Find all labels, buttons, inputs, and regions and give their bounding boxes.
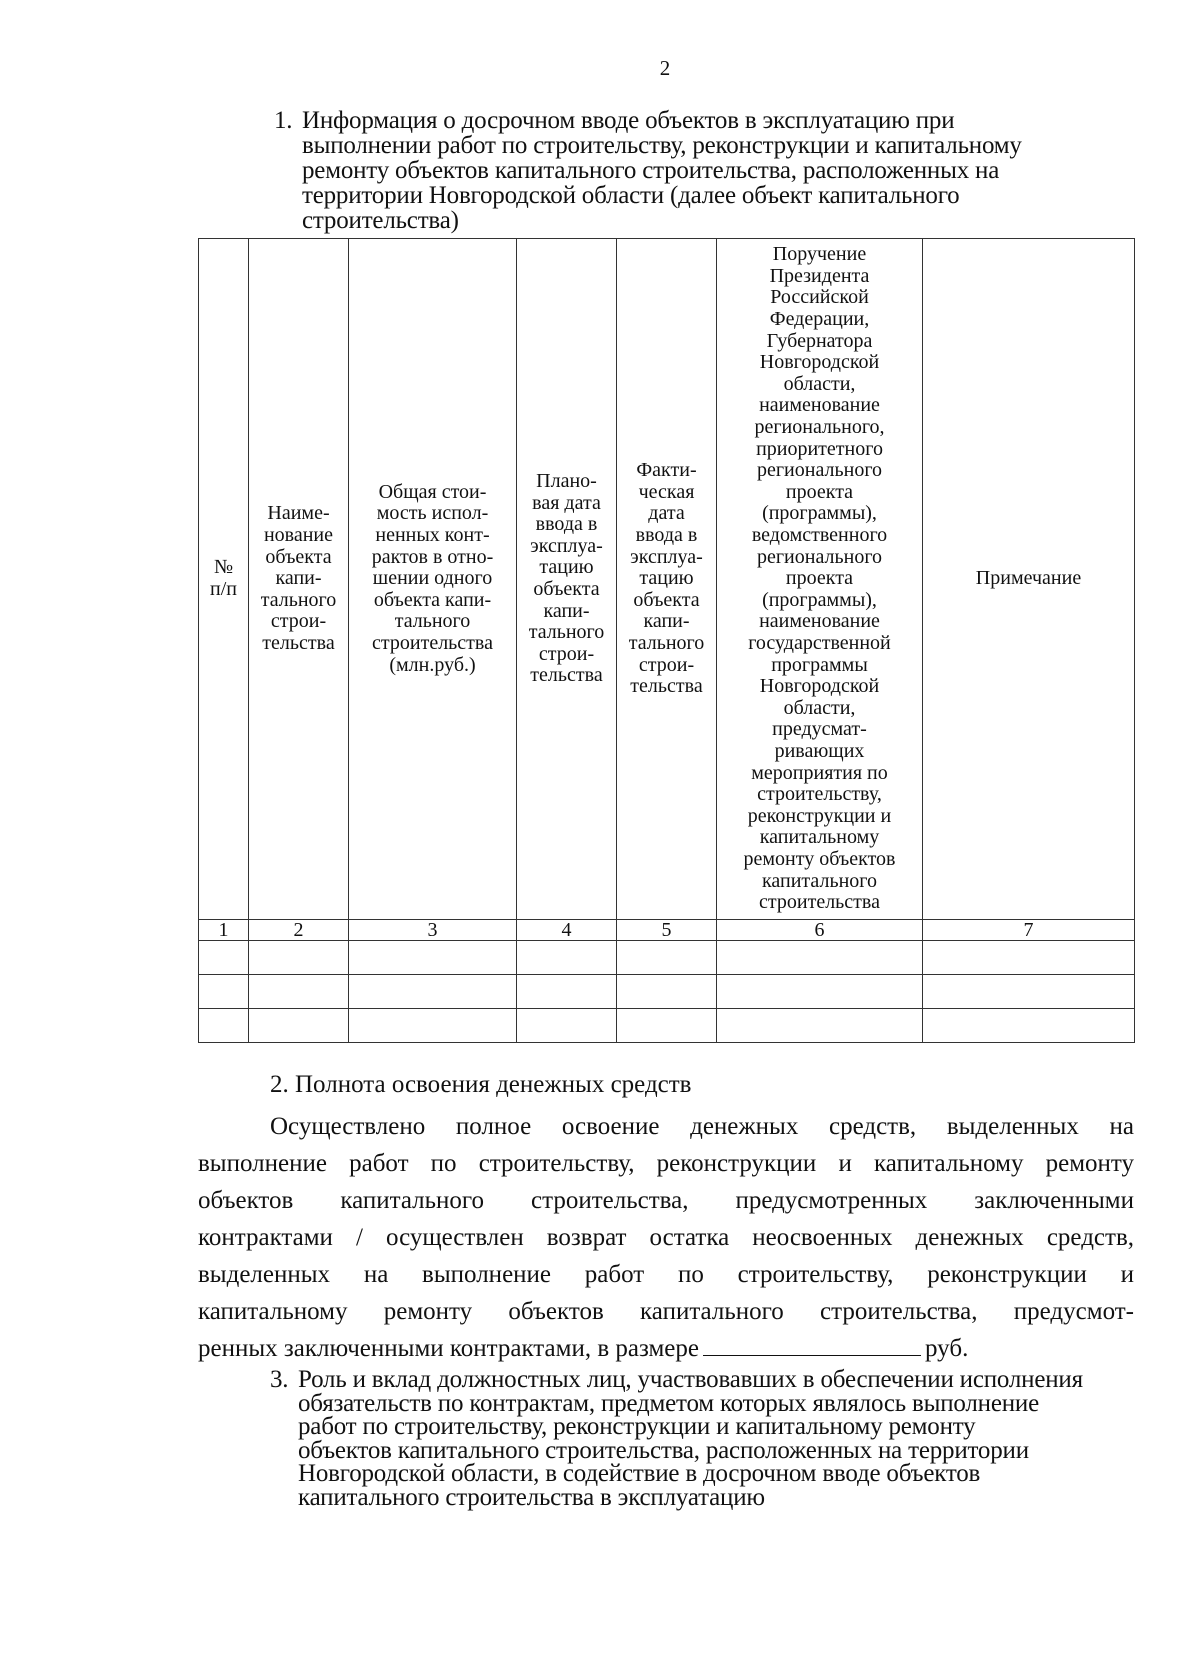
header-line: строи- (270, 610, 327, 633)
paragraph-line: выполнение работ по строительству, реконструкции и капитальному ремонту (198, 1150, 1134, 1177)
header-line: (млн.руб.) (389, 653, 476, 676)
table-cell (617, 941, 717, 975)
column-number: 1 (199, 920, 249, 941)
header-line: Новгородской (759, 351, 880, 374)
header-line: вая дата (532, 491, 601, 514)
section-3-line: Новгородской области, в содействие в досрочном вводе объектов (298, 1460, 981, 1487)
header-line: строи- (538, 642, 595, 665)
header-line: ческая (638, 480, 695, 503)
header-line: государственной (748, 631, 891, 654)
section-3-line: капитального строительства в эксплуатацию (298, 1483, 765, 1511)
header-line: регионального, (754, 416, 885, 439)
header-line: строительства (759, 891, 880, 914)
section-1-number: 1. (274, 107, 293, 134)
paragraph-line: капитальному ремонту объектов капитального строительства, предусмот- (198, 1298, 1134, 1325)
table-cell (349, 1009, 517, 1043)
column-number: 7 (923, 920, 1135, 941)
header-line: строи- (638, 653, 695, 676)
section-3-line: Роль и вклад должностных лиц, участвовавших в обеспечении исполнения (298, 1366, 1083, 1393)
header-cell-planned-date (517, 239, 617, 920)
header-line: Наиме- (267, 502, 330, 525)
header-cell-object-name (249, 239, 349, 920)
header-line: рактов в отно- (371, 545, 494, 568)
table-header-row (199, 239, 1135, 920)
section-1-line: ремонту объектов капитального строительства, расположенных на (302, 157, 1000, 184)
header-line: Федерации, (769, 308, 870, 331)
section-3-line: обязательств по контрактам, предметом которых являлось выполнение (298, 1389, 1039, 1417)
section-3-number: 3. (270, 1366, 289, 1393)
header-cell-total-cost (349, 239, 517, 920)
header-line: Общая стои- (378, 480, 487, 503)
header-line: наименование (759, 610, 880, 633)
header-line: объекта капи- (373, 588, 492, 611)
header-line: наименование (759, 394, 880, 417)
objects-table (198, 238, 1135, 1043)
header-line: № (213, 556, 234, 579)
header-line: Факти- (636, 459, 697, 482)
header-line: тельства (630, 675, 703, 698)
table-cell (249, 1009, 349, 1043)
column-number: 5 (617, 920, 717, 941)
amount-blank-field[interactable] (703, 1331, 921, 1356)
table-cell (717, 941, 923, 975)
table-cell (923, 1009, 1135, 1043)
paragraph-line: ренных заключенными контрактами, в размере (198, 1335, 700, 1362)
header-line: ремонту объектов (743, 847, 896, 870)
header-line: объекта (633, 588, 700, 611)
header-line: тацию (539, 556, 594, 579)
header-line: Президента (769, 264, 870, 287)
section-3-line: объектов капитального строительства, расположенных на территории (298, 1436, 1029, 1464)
header-line: (программы), (762, 502, 877, 525)
table-cell (617, 1009, 717, 1043)
header-line: тельства (530, 664, 603, 687)
table-cell (349, 941, 517, 975)
header-line: Губернатора (766, 329, 873, 352)
header-line: капитального (762, 869, 877, 892)
header-line: эксплуа- (530, 534, 603, 557)
table-row (199, 941, 1135, 975)
section-1-line: выполнении работ по строительству, реконструкции и капитальному (302, 132, 1022, 159)
header-line: проекта (785, 480, 854, 503)
header-cell-instruction (717, 239, 923, 920)
header-line: капи- (543, 599, 590, 622)
section-2-paragraph (198, 1108, 1134, 1367)
header-line: тацию (639, 567, 694, 590)
header-line: ведомственного (751, 524, 888, 547)
header-line: Примечание (975, 567, 1082, 590)
header-line: тельства (262, 631, 335, 654)
header-line: ввода в (535, 513, 598, 536)
table-cell (717, 1009, 923, 1043)
header-line: ривающих (774, 739, 865, 762)
table-cell (923, 941, 1135, 975)
paragraph-line: выделенных на выполнение работ по строительству, реконструкции и (198, 1261, 1134, 1288)
header-cell-number (199, 239, 249, 920)
table-row (199, 1009, 1135, 1043)
paragraph-line: Осуществлено полное освоение денежных средств, выделенных на (270, 1113, 1134, 1140)
header-line: программы (771, 653, 868, 676)
header-line: дата (648, 502, 685, 525)
table-row (199, 975, 1135, 1009)
header-line: объекта (265, 545, 332, 568)
header-line: строительству, (757, 783, 882, 806)
table-cell (717, 975, 923, 1009)
section-2-heading: 2. Полнота освоения денежных средств (270, 1071, 692, 1098)
header-line: п/п (210, 578, 237, 600)
header-line: тального (260, 588, 337, 611)
section-1-line: территории Новгородской области (далее объект капитального (302, 182, 960, 209)
table-cell (249, 941, 349, 975)
header-line: капитальному (759, 826, 880, 849)
header-line: регионального (756, 545, 883, 568)
column-numbers-row (199, 920, 1135, 941)
section-3-line: работ по строительству, реконструкции и капитальному ремонту (298, 1413, 976, 1440)
header-line: нование (263, 524, 334, 547)
header-line: шении одного (372, 567, 493, 590)
header-line: области, (783, 696, 856, 719)
table-cell (517, 941, 617, 975)
paragraph-line: объектов капитального строительства, предусмотренных заключенными (198, 1187, 1134, 1214)
header-line: области, (783, 372, 856, 395)
header-line: приоритетного (756, 437, 883, 460)
header-line: тального (628, 631, 705, 654)
column-number: 2 (249, 920, 349, 941)
header-line: реконструкции и (747, 804, 892, 827)
header-line: Новгородской (759, 675, 880, 698)
header-line: капи- (643, 610, 690, 633)
paragraph-line: контрактами / осуществлен возврат остатка неосвоенных денежных средств, (198, 1224, 1134, 1251)
header-line: мость испол- (376, 502, 489, 525)
table-cell (199, 941, 249, 975)
header-line: ввода в (635, 524, 698, 547)
amount-unit: руб. (925, 1335, 969, 1362)
table-cell (517, 1009, 617, 1043)
table-cell (249, 975, 349, 1009)
column-number: 3 (349, 920, 517, 941)
section-1-line: Информация о досрочном вводе объектов в эксплуатацию при (302, 107, 955, 134)
header-line: ненных конт- (375, 524, 490, 547)
table-cell (617, 975, 717, 1009)
table-cell (199, 975, 249, 1009)
paragraph-last-line (198, 1330, 1134, 1367)
section-1-line: строительства) (302, 207, 459, 234)
header-line: Российской (770, 286, 869, 309)
header-line: капи- (275, 567, 322, 590)
section-3-heading (270, 1366, 1138, 1511)
header-line: регионального (756, 459, 883, 482)
column-number: 4 (517, 920, 617, 941)
header-line: мероприятия по (751, 761, 888, 784)
header-line: тального (394, 610, 471, 633)
table-cell (199, 1009, 249, 1043)
column-number: 6 (717, 920, 923, 941)
header-line: предусмат- (772, 718, 867, 741)
table-cell (349, 975, 517, 1009)
header-cell-actual-date (617, 239, 717, 920)
header-cell-note (923, 239, 1135, 920)
table-cell (923, 975, 1135, 1009)
header-line: (программы), (762, 588, 877, 611)
header-line: объекта (533, 578, 600, 600)
header-line: проекта (785, 567, 854, 590)
header-line: строительства (372, 631, 493, 654)
header-line: Поручение (772, 243, 867, 266)
header-line: тального (528, 621, 605, 644)
page-number: 2 (659, 56, 671, 80)
header-line: Плано- (536, 470, 597, 493)
table-cell (517, 975, 617, 1009)
header-line: эксплуа- (630, 545, 703, 568)
section-1-heading (274, 107, 1132, 234)
